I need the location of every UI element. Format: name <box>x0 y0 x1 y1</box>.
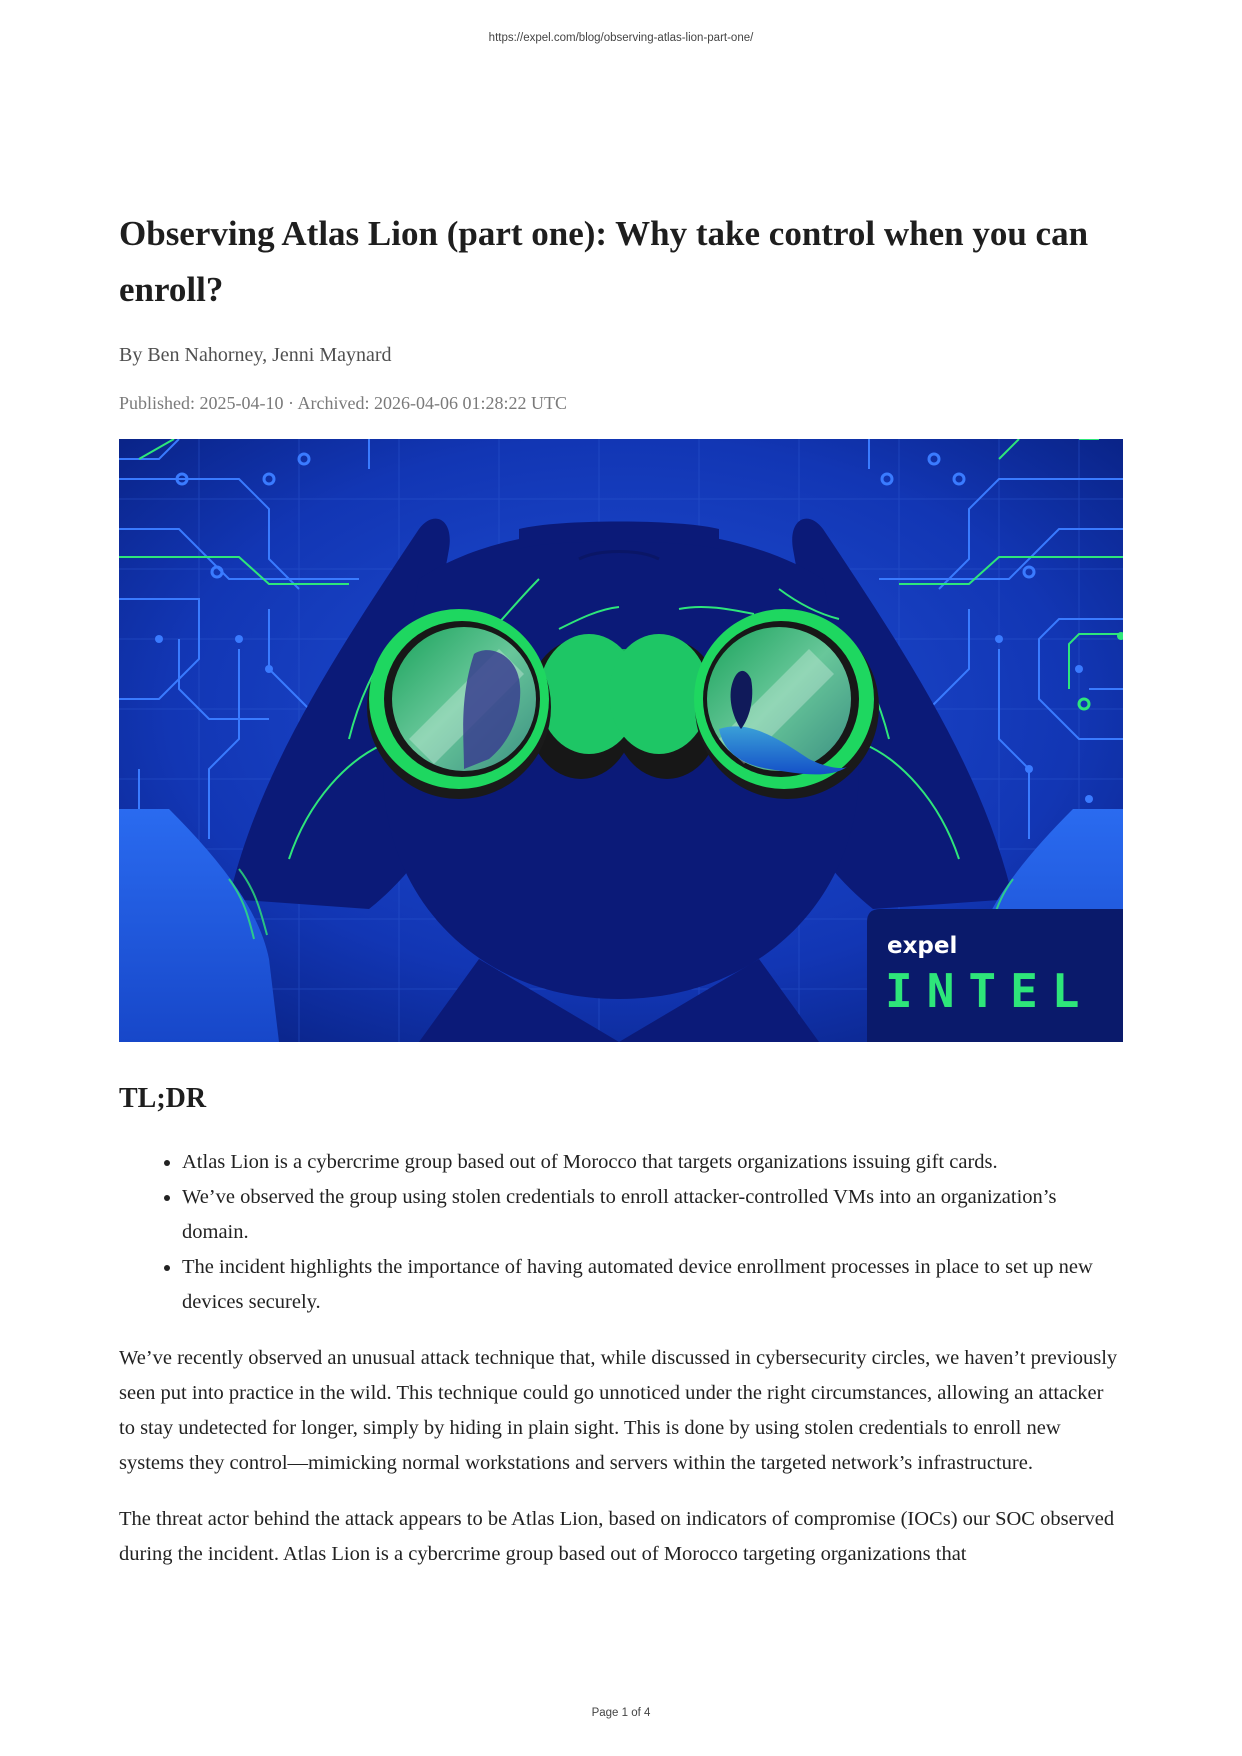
article-title: Observing Atlas Lion (part one): Why take control when you can enroll? <box>119 214 1089 309</box>
body-paragraph: We’ve recently observed an unusual attack technique that, while discussed in cybersecurity circles, we haven’t previously seen put into practice in the wild. This technique could go unnoticed under the right circumstances, allowing an attacker to stay undetected for longer, simply by hiding in plain sight. This is done by using stolen credentials to enroll new systems they control—mimicking normal workstations and servers within the targeted network’s infrastructure. <box>119 1347 1118 1474</box>
tldr-list <box>119 1145 1123 1320</box>
page-url: https://expel.com/blog/observing-atlas-lion-part-one/ <box>488 32 754 44</box>
hero-image <box>119 439 1123 1042</box>
article-byline: By Ben Nahorney, Jenni Maynard <box>119 344 392 366</box>
list-item: • We’ve observed the group using stolen credentials to enroll attacker-controlled VMs into an organization’s domain. <box>182 1180 1123 1250</box>
list-item: • Atlas Lion is a cybercrime group based out of Morocco that targets organizations issuing gift cards. <box>182 1145 1123 1180</box>
hero-logo-intel: INTEL <box>885 964 1094 1018</box>
list-item: • The incident highlights the importance of having automated device enrollment processes in place to set up new devices securely. <box>182 1250 1123 1320</box>
body-paragraph: The threat actor behind the attack appears to be Atlas Lion, based on indicators of compromise (IOCs) our SOC observed during the incident. Atlas Lion is a cybercrime group based out of Morocco targeting organizations that <box>119 1508 1115 1565</box>
article <box>119 206 1123 1572</box>
hero-logo-expel: expel <box>887 933 958 959</box>
tldr-heading: TL;DR <box>119 1083 207 1114</box>
page-number: Page 1 of 4 <box>591 1707 651 1719</box>
article-meta: Published: 2025-04-10 · Archived: 2026-04-06 01:28:22 UTC <box>119 393 567 413</box>
